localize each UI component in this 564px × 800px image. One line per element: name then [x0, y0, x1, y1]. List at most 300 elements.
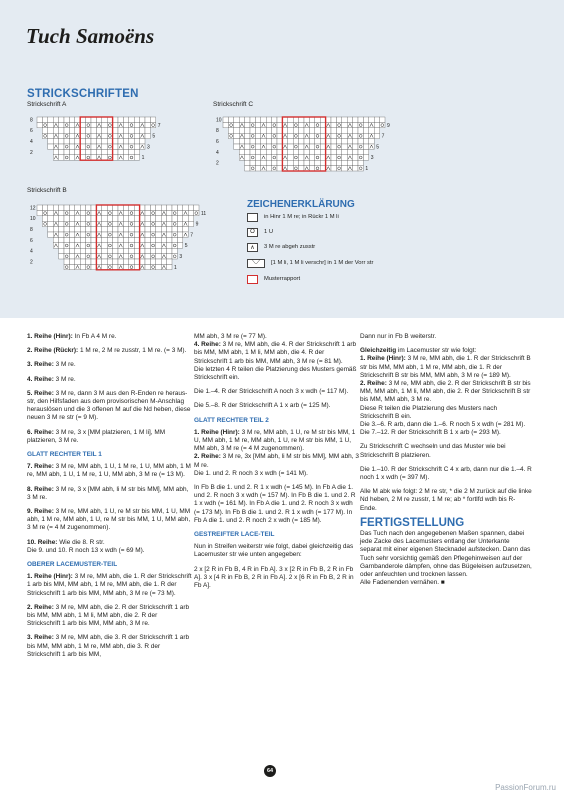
chart-cell [140, 259, 145, 264]
chart-cell [358, 144, 363, 149]
chart-cell [129, 117, 134, 122]
chart-cell [123, 259, 128, 264]
chart-cell [129, 128, 134, 133]
chart-cell [245, 155, 250, 160]
chart-cell [53, 117, 58, 122]
instruction-paragraph: 2 x [2 R in Fb B, 4 R in Fb A]. 3 x [2 R in Fb B, 2 R in Fb A]. 3 x [4 R in Fb B, 2 R in Fb A]. 2 x [6 R in Fb B, 2 R in Fb A]. [194, 565, 354, 590]
chart-cell [250, 139, 255, 144]
chart-cell [134, 128, 139, 133]
instruction-paragraph: Das Tuch nach den angegebenen Maßen spannen, dabei jede Zacke des Lacemusters entlang der Unterkante separat mit einer eigenen Stecknadel aufstecken. Dann das Tuch sehr vorsichtig gemäß den Pflegehinweisen auf der Garnbanderole dämpfen, ohne das Bügeleisen aufzusetzen, oder anfeuchten und trocknen lassen. [360, 530, 532, 579]
chart-cell [239, 149, 244, 154]
chart-cell [363, 128, 368, 133]
chart-cell [347, 160, 352, 165]
chart-cell [123, 232, 128, 237]
chart-cell [69, 128, 74, 133]
chart-cell [64, 205, 69, 210]
chart-cell [342, 139, 347, 144]
chart-cell [80, 117, 85, 122]
chart-cell [123, 128, 128, 133]
row-number: 5 [152, 133, 156, 140]
chart-cell [113, 139, 118, 144]
chart-cell [234, 122, 239, 127]
chart-cell [48, 128, 53, 133]
chart-cell [80, 221, 85, 226]
chart-cell [331, 128, 336, 133]
chart-cell [86, 254, 91, 259]
chart-cell [69, 117, 74, 122]
chart-cell [358, 155, 363, 160]
chart-cell [140, 248, 145, 253]
chart-cell [172, 254, 177, 259]
chart-cell [250, 128, 255, 133]
chart-cell [266, 155, 271, 160]
chart-cell [342, 155, 347, 160]
chart-cell [59, 205, 64, 210]
chart-cell [129, 259, 134, 264]
chart-cell [156, 264, 161, 269]
chart-cell [102, 232, 107, 237]
chart-cell [48, 133, 53, 138]
chart-cell [37, 210, 42, 215]
chart-cell [59, 133, 64, 138]
chart-cell [42, 210, 47, 215]
chart-cell [315, 144, 320, 149]
chart-cell [75, 248, 80, 253]
chart-cell [113, 149, 118, 154]
chart-cell [272, 139, 277, 144]
text-column-2 [194, 333, 359, 596]
chart-cell [80, 237, 85, 242]
chart-cell [118, 259, 123, 264]
chart-cell [107, 149, 112, 154]
chart-cell [134, 264, 139, 269]
chart-cell [167, 216, 172, 221]
chart-cell [315, 155, 320, 160]
row-number: 8 [30, 117, 33, 124]
chart-cell [134, 232, 139, 237]
instruction-paragraph: 2. Reihe: 3 M re, MM abh, die 2. R der Strickschrift B str bis MM, MM abh, 1 M li, MM abh, die 2. R der Strickschrift B str bis MM, MM abh, 3 M re. [360, 380, 531, 404]
chart-cell [140, 227, 145, 232]
chart-cell [113, 254, 118, 259]
chart-cell [320, 160, 325, 165]
instruction-paragraph: 2. Reihe: 3 M re, MM abh, die 2. R der Strickschrift 1 arb bis MM, MM abh, 1 M li, MM abh, die 2. R der Strickschrift 1 arb bis MM, MM abh, 3 M re. [27, 603, 190, 628]
chart-cell [134, 221, 139, 226]
instruction-paragraph: Dann nur in Fb B weiterstr. [360, 333, 437, 340]
chart-cell [69, 237, 74, 242]
page-number: 64 [264, 765, 276, 777]
chart-cell [96, 259, 101, 264]
instruction-paragraph: 7. Reihe: 3 M re, MM abh, 1 U, 1 M re, 1 U, MM abh, 1 M re, MM abh, 1 U, 1 M re, 1 U, MM abh, 3 M re (= 13 M). [27, 463, 191, 479]
chart-cell [250, 144, 255, 149]
chart-cell [134, 248, 139, 253]
chart-cell [277, 128, 282, 133]
chart-cell [91, 155, 96, 160]
chart-cell [64, 237, 69, 242]
chart-cell [102, 243, 107, 248]
row-number: 8 [216, 128, 219, 135]
chart-cell [299, 139, 304, 144]
chart-cell [167, 254, 172, 259]
chart-cell [320, 149, 325, 154]
chart-cell [150, 237, 155, 242]
chart-cell [69, 155, 74, 160]
chart-cell [374, 117, 379, 122]
row-number: 1 [141, 155, 145, 162]
chart-cell [161, 237, 166, 242]
chart-cell [261, 128, 266, 133]
chart-cell [48, 221, 53, 226]
chart-c [213, 113, 403, 177]
chart-cell [69, 259, 74, 264]
chart-cell [261, 149, 266, 154]
chart-cell [129, 144, 134, 149]
chart-cell [183, 227, 188, 232]
chart-cell [75, 128, 80, 133]
chart-cell [69, 122, 74, 127]
chart-cell [188, 216, 193, 221]
end-mark-icon: ■ [440, 579, 445, 587]
chart-cell [150, 205, 155, 210]
chart-cell [37, 117, 42, 122]
chart-cell [134, 117, 139, 122]
increase-symbol-icon: ⟍⟋ [247, 259, 265, 268]
chart-cell [123, 227, 128, 232]
instruction-paragraph: Die 9. und 10. R noch 13 x wdh (= 69 M). [27, 546, 145, 554]
chart-cell [234, 139, 239, 144]
chart-cell [293, 122, 298, 127]
row-number: 7 [190, 232, 193, 239]
chart-cell [107, 259, 112, 264]
chart-cell [315, 128, 320, 133]
chart-cell [288, 117, 293, 122]
chart-cell [64, 254, 69, 259]
chart-cell [129, 149, 134, 154]
chart-cell [150, 216, 155, 221]
chart-cell [331, 133, 336, 138]
chart-cell [358, 149, 363, 154]
chart-cell [250, 117, 255, 122]
chart-cell [59, 210, 64, 215]
chart-cell [255, 160, 260, 165]
chart-cell [64, 144, 69, 149]
chart-cell [156, 216, 161, 221]
chart-cell [129, 237, 134, 242]
chart-cell [69, 232, 74, 237]
chart-cell [42, 128, 47, 133]
chart-cell [156, 205, 161, 210]
chart-cell [177, 232, 182, 237]
chart-cell [123, 122, 128, 127]
chart-c-label: Strickschrift C [213, 101, 254, 108]
chart-cell [107, 128, 112, 133]
chart-cell [86, 133, 91, 138]
chart-cell [380, 122, 385, 127]
chart-cell [309, 117, 314, 122]
chart-cell [255, 144, 260, 149]
subheading: GESTREIFTER LACE-TEIL [194, 531, 275, 539]
chart-cell [80, 128, 85, 133]
legend-item-knit [247, 211, 339, 223]
chart-cell [255, 149, 260, 154]
chart-cell [42, 122, 47, 127]
chart-cell [228, 122, 233, 127]
chart-cell [118, 128, 123, 133]
chart-cell [102, 139, 107, 144]
chart-cell [282, 160, 287, 165]
chart-cell [374, 128, 379, 133]
chart-cell [320, 133, 325, 138]
chart-cell [272, 166, 277, 171]
chart-cell [145, 205, 150, 210]
chart-cell [64, 264, 69, 269]
chart-cell [299, 155, 304, 160]
chart-cell [326, 160, 331, 165]
chart-cell [336, 139, 341, 144]
chart-cell [304, 128, 309, 133]
chart-cell [107, 205, 112, 210]
chart-cell [353, 117, 358, 122]
chart-cell [96, 248, 101, 253]
chart-cell [194, 205, 199, 210]
chart-cell [145, 117, 150, 122]
chart-cell [86, 149, 91, 154]
legend-text: [1 M li, 1 M li verschr] in 1 M der Vorr str [271, 260, 374, 266]
chart-cell [299, 144, 304, 149]
chart-cell [358, 139, 363, 144]
chart-cell [91, 144, 96, 149]
chart-cell [59, 232, 64, 237]
chart-cell [53, 216, 58, 221]
chart-cell [80, 149, 85, 154]
chart-cell [48, 139, 53, 144]
chart-cell [53, 139, 58, 144]
chart-cell [293, 149, 298, 154]
row-number: 7 [157, 122, 161, 129]
chart-cell [145, 243, 150, 248]
chart-cell [272, 133, 277, 138]
chart-cell [64, 221, 69, 226]
chart-cell [245, 144, 250, 149]
chart-cell [167, 227, 172, 232]
chart-cell [145, 237, 150, 242]
chart-cell [331, 155, 336, 160]
chart-cell [64, 259, 69, 264]
chart-cell [134, 133, 139, 138]
chart-cell [288, 133, 293, 138]
chart-cell [234, 144, 239, 149]
chart-cell [59, 155, 64, 160]
chart-cell [293, 166, 298, 171]
chart-cell [156, 248, 161, 253]
chart-cell [299, 117, 304, 122]
chart-cell [75, 216, 80, 221]
chart-cell [107, 155, 112, 160]
chart-cell [37, 122, 42, 127]
instruction-paragraph: 2. Reihe: 3 M re, 3x [MM abh, li M str bis MM], MM abh, 3 M re. [194, 453, 359, 469]
chart-cell [172, 227, 177, 232]
chart-cell [140, 205, 145, 210]
chart-cell [134, 237, 139, 242]
instruction-paragraph: 2. Reihe (Rückr): 1 M re, 2 M re zusstr, 1 M re. (= 3 M). [27, 347, 187, 355]
chart-cell [228, 133, 233, 138]
chart-cell [342, 122, 347, 127]
chart-cell [80, 139, 85, 144]
instruction-paragraph: 4. Reihe: 3 M re. [27, 375, 76, 383]
chart-cell [353, 155, 358, 160]
chart-cell [245, 117, 250, 122]
chart-cell [363, 155, 368, 160]
chart-cell [374, 122, 379, 127]
chart-cell [123, 254, 128, 259]
chart-cell [277, 149, 282, 154]
chart-cell [282, 117, 287, 122]
chart-cell [363, 144, 368, 149]
chart-cell [123, 133, 128, 138]
chart-cell [336, 155, 341, 160]
row-number: 1 [365, 166, 369, 172]
chart-cell [161, 248, 166, 253]
chart-cell [369, 128, 374, 133]
chart-cell [277, 166, 282, 171]
chart-cell [129, 139, 134, 144]
row-number: 9 [387, 122, 390, 129]
chart-cell [255, 155, 260, 160]
chart-cell [266, 139, 271, 144]
chart-cell [42, 216, 47, 221]
chart-cell [326, 128, 331, 133]
chart-cell [107, 117, 112, 122]
chart-cell [245, 166, 250, 171]
chart-cell [75, 139, 80, 144]
chart-cell [255, 133, 260, 138]
chart-cell [91, 254, 96, 259]
chart-cell [183, 216, 188, 221]
chart-cell [86, 155, 91, 160]
chart-cell [80, 155, 85, 160]
chart-cell [91, 227, 96, 232]
chart-cell [53, 149, 58, 154]
instruction-paragraph: Zu Strickschrift C wechseln und das Muster wie bei Strickschrift B platzieren. [360, 443, 506, 459]
legend-item-increase [247, 257, 373, 269]
chart-cell [91, 221, 96, 226]
instruction-paragraph: In Fb B die 1. und 2. R 1 x wdh (= 145 M). In Fb A die 1. und 2. R noch 3 x wdh (= 157 M). In Fb B die 1. und 2. R 1 x wdh (= 161 M). In Fb A die 1. und 2. R noch 3 x wdh (= 173 M). In Fb B die 1. und 2. R 1 x wdh (= 177 M). In Fb A die 1. und 2. R noch 2 x wdh (= 185 M). [194, 484, 356, 524]
chart-b-label: Strickschrift B [27, 187, 67, 194]
chart-cell [277, 144, 282, 149]
chart-cell [331, 166, 336, 171]
chart-cell [59, 227, 64, 232]
chart-cell [118, 248, 123, 253]
chart-cell [145, 122, 150, 127]
chart-cell [102, 122, 107, 127]
chart-cell [156, 259, 161, 264]
chart-cell [145, 128, 150, 133]
chart-cell [113, 221, 118, 226]
legend-text: 3 M re abgeh zusstr [264, 244, 316, 250]
chart-cell [123, 205, 128, 210]
chart-cell [315, 149, 320, 154]
chart-cell [48, 216, 53, 221]
chart-cell [69, 264, 74, 269]
chart-cell [102, 237, 107, 242]
chart-cell [75, 117, 80, 122]
chart-b [27, 201, 217, 277]
chart-cell [342, 128, 347, 133]
row-number: 5 [184, 243, 188, 250]
chart-cell [129, 133, 134, 138]
knit-symbol-icon [247, 213, 258, 222]
chart-cell [320, 122, 325, 127]
chart-cell [113, 248, 118, 253]
chart-cell [363, 117, 368, 122]
chart-cell [358, 160, 363, 165]
chart-cell [48, 227, 53, 232]
chart-cell [102, 128, 107, 133]
chart-cell [172, 237, 177, 242]
chart-cell [91, 133, 96, 138]
chart-cell [288, 149, 293, 154]
chart-cell [59, 149, 64, 154]
chart-cell [59, 216, 64, 221]
chart-cell [80, 259, 85, 264]
chart-cell [250, 133, 255, 138]
chart-cell [91, 216, 96, 221]
chart-cell [64, 122, 69, 127]
chart-cell [336, 122, 341, 127]
chart-cell [266, 128, 271, 133]
chart-cell [150, 232, 155, 237]
chart-cell [107, 237, 112, 242]
chart-cell [293, 144, 298, 149]
chart-cell [145, 133, 150, 138]
chart-cell [167, 264, 172, 269]
chart-cell [75, 237, 80, 242]
chart-cell [129, 122, 134, 127]
chart-cell [342, 144, 347, 149]
charts-heading: STRICKSCHRIFTEN [27, 88, 139, 100]
chart-cell [129, 216, 134, 221]
chart-cell [91, 205, 96, 210]
chart-cell [277, 139, 282, 144]
chart-cell [86, 227, 91, 232]
row-number: 2 [216, 160, 219, 167]
chart-cell [48, 117, 53, 122]
instruction-paragraph: Diese R teilen die Platzierung des Musters nach Strickschrift B ein. [360, 404, 498, 420]
chart-cell [129, 254, 134, 259]
chart-cell [304, 139, 309, 144]
chart-cell [239, 139, 244, 144]
chart-cell [172, 243, 177, 248]
chart-cell [358, 122, 363, 127]
chart-cell [255, 139, 260, 144]
chart-cell [86, 128, 91, 133]
instruction-paragraph: Gleichzeitig im Lacemuster str wie folgt: [360, 347, 477, 355]
row-number: 9 [195, 221, 199, 228]
chart-cell [80, 144, 85, 149]
chart-cell [113, 205, 118, 210]
chart-cell [188, 205, 193, 210]
chart-cell [309, 133, 314, 138]
chart-cell [288, 144, 293, 149]
chart-cell [140, 237, 145, 242]
chart-cell [150, 122, 155, 127]
chart-cell [102, 210, 107, 215]
chart-cell [167, 237, 172, 242]
chart-cell [64, 149, 69, 154]
chart-cell [91, 232, 96, 237]
chart-cell [80, 216, 85, 221]
chart-cell [336, 128, 341, 133]
chart-cell [320, 166, 325, 171]
